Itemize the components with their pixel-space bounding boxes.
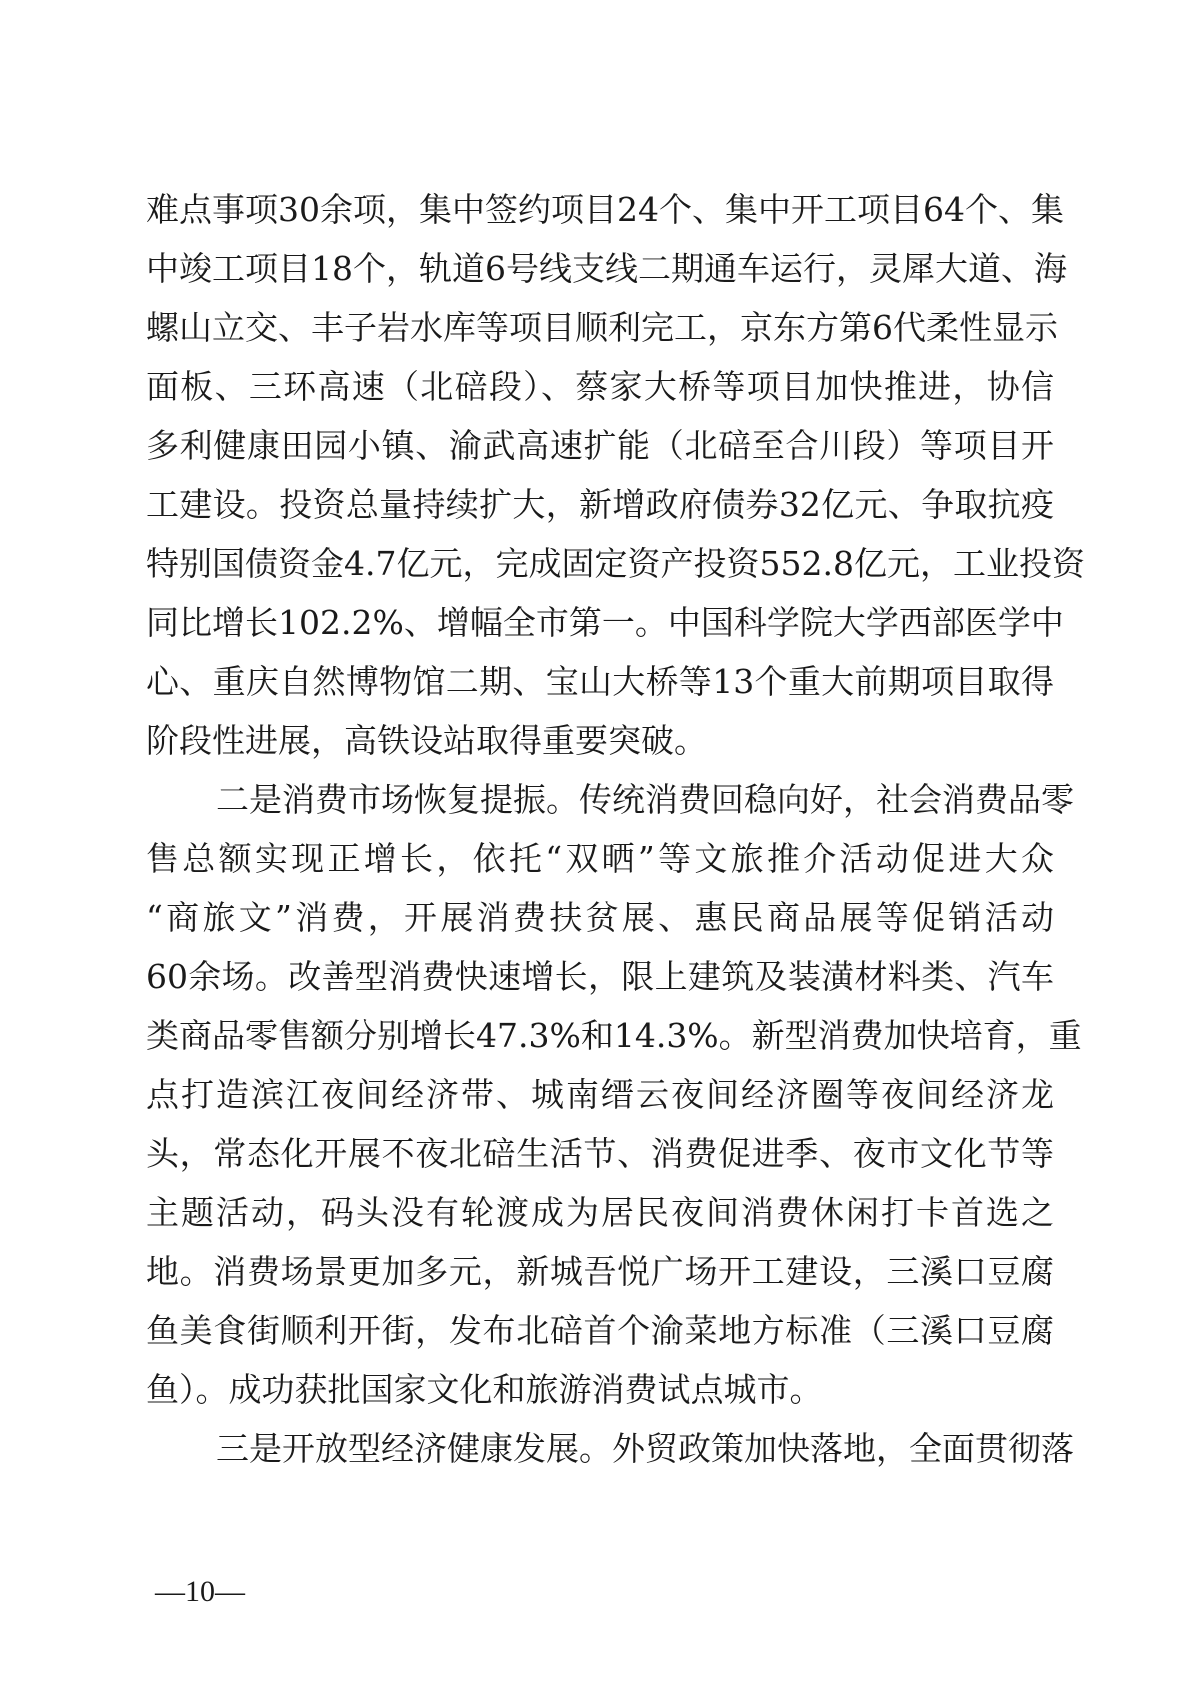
text-line: 鱼美食街顺利开街，发布北碚首个渝菜地方标准（三溪口豆腐	[146, 1311, 1054, 1350]
text-line: 面板、三环高速（北碚段）、蔡家大桥等项目加快推进，协信	[146, 367, 1054, 406]
text-line: 难点事项30余项，集中签约项目24个、集中开工项目64个、集	[146, 190, 1064, 229]
text-line: 头，常态化开展不夜北碚生活节、消费促进季、夜市文化节等	[146, 1134, 1054, 1173]
text-line: 60余场。改善型消费快速增长，限上建筑及装潢材料类、汽车	[146, 957, 1054, 996]
text-line: 售总额实现正增长，依托“双晒”等文旅推介活动促进大众	[146, 839, 1054, 878]
paragraph-start-line: 二是消费市场恢复提振。传统消费回稳向好，社会消费品零	[216, 780, 1074, 819]
text-line: 地。消费场景更加多元，新城吾悦广场开工建设，三溪口豆腐	[146, 1252, 1054, 1291]
text-line: 鱼）。成功获批国家文化和旅游消费试点城市。	[146, 1370, 823, 1409]
text-line: 同比增长102.2%、增幅全市第一。中国科学院大学西部医学中	[146, 603, 1064, 642]
text-line: 中竣工项目18个，轨道6号线支线二期通车运行，灵犀大道、海	[146, 249, 1067, 288]
text-line: 主题活动，码头没有轮渡成为居民夜间消费休闲打卡首选之	[146, 1193, 1054, 1232]
text-line: 心、重庆自然博物馆二期、宝山大桥等13个重大前期项目取得	[146, 662, 1054, 701]
text-line: 特别国债资金4.7亿元，完成固定资产投资552.8亿元，工业投资	[146, 544, 1085, 583]
text-line: 螺山立交、丰子岩水库等项目顺利完工，京东方第6代柔性显示	[146, 308, 1058, 347]
text-line: “商旅文”消费，开展消费扶贫展、惠民商品展等促销活动	[146, 898, 1054, 937]
body-text	[146, 180, 1085, 1478]
text-line: 工建设。投资总量持续扩大，新增政府债券32亿元、争取抗疫	[146, 485, 1054, 524]
text-line: 点打造滨江夜间经济带、城南缙云夜间经济圈等夜间经济龙	[146, 1075, 1054, 1114]
text-line: 多利健康田园小镇、渝武高速扩能（北碚至合川段）等项目开	[146, 426, 1054, 465]
page-number: —10—	[155, 1575, 245, 1608]
paragraph-start-line: 三是开放型经济健康发展。外贸政策加快落地，全面贯彻落	[216, 1429, 1074, 1468]
text-line: 阶段性进展，高铁设站取得重要突破。	[146, 721, 707, 760]
text-line: 类商品零售额分别增长47.3%和14.3%。新型消费加快培育，重	[146, 1016, 1082, 1055]
